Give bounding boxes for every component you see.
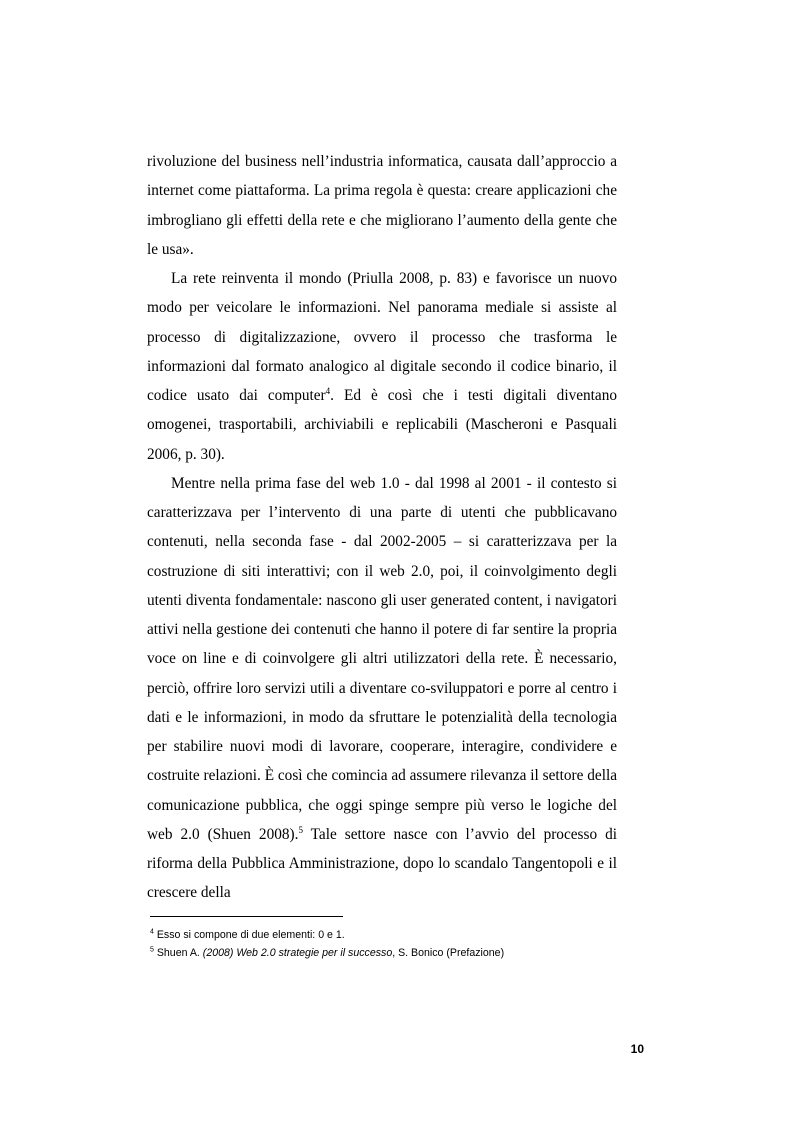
page-number: 10 xyxy=(630,1042,644,1056)
footnote-5 xyxy=(150,944,620,962)
paragraph-2-text-a: La rete reinventa il mondo (Priulla 2008, p. 83) e favorisce un nuovo modo per veicolare le informazioni. Nel panorama mediale si assiste al processo di digitalizzazione, ovvero il processo che trasforma le informazioni dal formato analogico al digitale secondo il codice binario, il codice usato dai computer xyxy=(147,270,617,404)
paragraph-3-text-a: Mentre nella prima fase del web 1.0 - dal 1998 al 2001 - il contesto si caratterizzava per l’intervento di una parte di utenti che pubblicavano contenuti, nella seconda fase - dal 2002-2005 – si caratterizzava per la costruzione di siti interattivi; con il web 2.0, poi, il coinvolgimento degli utenti diventa fondamentale: nascono gli user generated content, i navigatori attivi nella gestione dei contenuti che hanno il potere di far sentire la propria voce on line e di coinvolgere gli altri utilizzatori della rete. È necessario, perciò, offrire loro servizi utili a diventare co-sviluppatori e porre al centro i dati e le informazioni, in modo da sfruttare le potenzialità della tecnologia per stabilire nuovi modi di lavorare, cooperare, interagire, condividere e costruite relazioni. È così che comincia ad assumere rilevanza il settore della comunicazione pubblica, che oggi spinge sempre più verso le logiche del web 2.0 (Shuen 2008). xyxy=(147,474,617,843)
footnote-text: Esso si compone di due elementi: 0 e 1. xyxy=(153,929,345,941)
paragraph-3 xyxy=(147,469,617,908)
paragraph-2-text-b: . Ed è così che i testi digitali diventano omogenei, trasportabili, archiviabili e replicabili (Mascheroni e Pasquali 2006, p. 30). xyxy=(147,387,617,463)
footnote-number: 4 xyxy=(150,928,154,936)
body-text xyxy=(147,147,617,908)
footnote-ref-5: 5 xyxy=(298,824,303,835)
footnote-text-pre: Shuen A. xyxy=(153,947,203,959)
paragraph-3-text-b: Tale settore nasce con l’avvio del processo di riforma della Pubblica Amministrazione, dopo lo scandalo Tangentopoli e il crescere della xyxy=(147,825,617,902)
footnote-number: 5 xyxy=(150,946,154,954)
footnotes xyxy=(150,926,620,962)
footnote-separator xyxy=(150,916,343,917)
footnote-text-post: , S. Bonico (Prefazione) xyxy=(392,947,505,959)
footnote-ref-4: 4 xyxy=(325,385,331,396)
footnote-4 xyxy=(150,926,620,944)
paragraph-1: rivoluzione del business nell’industria informatica, causata dall’approccio a internet come piattaforma. La prima regola è questa: creare applicazioni che imbrogliano gli effetti della rete e che migliorano l’aumento della gente che le usa». xyxy=(147,153,617,258)
footnote-text-italic: (2008) Web 2.0 strategie per il successo xyxy=(202,947,393,959)
paragraph-2 xyxy=(147,264,617,469)
